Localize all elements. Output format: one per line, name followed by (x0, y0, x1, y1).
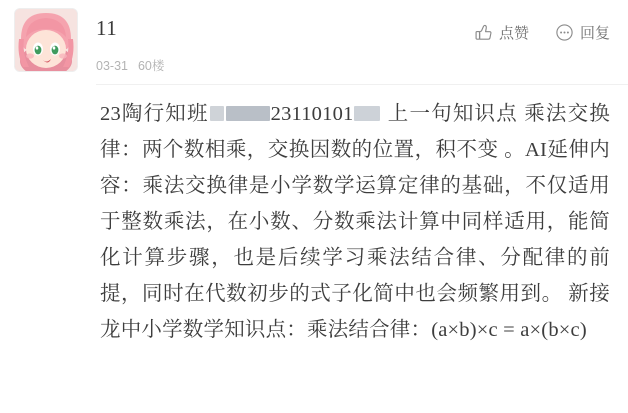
post-floor: 60楼 (137, 59, 165, 73)
comment-icon (555, 23, 574, 42)
like-button[interactable] (474, 22, 529, 43)
redaction-block (226, 106, 270, 121)
post-actions (474, 22, 610, 43)
header-divider (96, 84, 628, 85)
redaction-block (210, 106, 224, 121)
scrollbar[interactable] (621, 0, 626, 413)
post-content (100, 96, 610, 348)
post-meta (96, 56, 164, 74)
content-segment-text: 上一句知识点 乘法交换律：两个数相乘，交换因数的位置，积不变 。AI延伸内容：乘法交换律是小学数学运算定律的基础，不仅适用于整数乘法，在小数、分数乘法计算中同样适用，能简化计算步骤，也是后续学习乘法结合律、分配律的前提，同时在代数初步的式子化简中也会频繁用到。 新接龙中小学数学知识点：乘法结合律：(a×b)×c = a×(b×c) (100, 103, 610, 341)
avatar[interactable] (14, 8, 78, 72)
content-segment-id: 23110101 (270, 103, 354, 125)
reply-button[interactable] (555, 22, 610, 43)
post-date: 03-31 (96, 59, 128, 73)
post-header (0, 0, 628, 84)
reply-label: 回复 (579, 25, 610, 42)
redaction-block (354, 106, 380, 121)
username[interactable]: 11 (96, 16, 118, 40)
content-segment-class: 23陶行知班 (100, 103, 209, 125)
anime-girl-avatar-icon (15, 9, 77, 71)
like-label: 点赞 (498, 25, 529, 42)
thumbs-up-icon (474, 23, 493, 42)
